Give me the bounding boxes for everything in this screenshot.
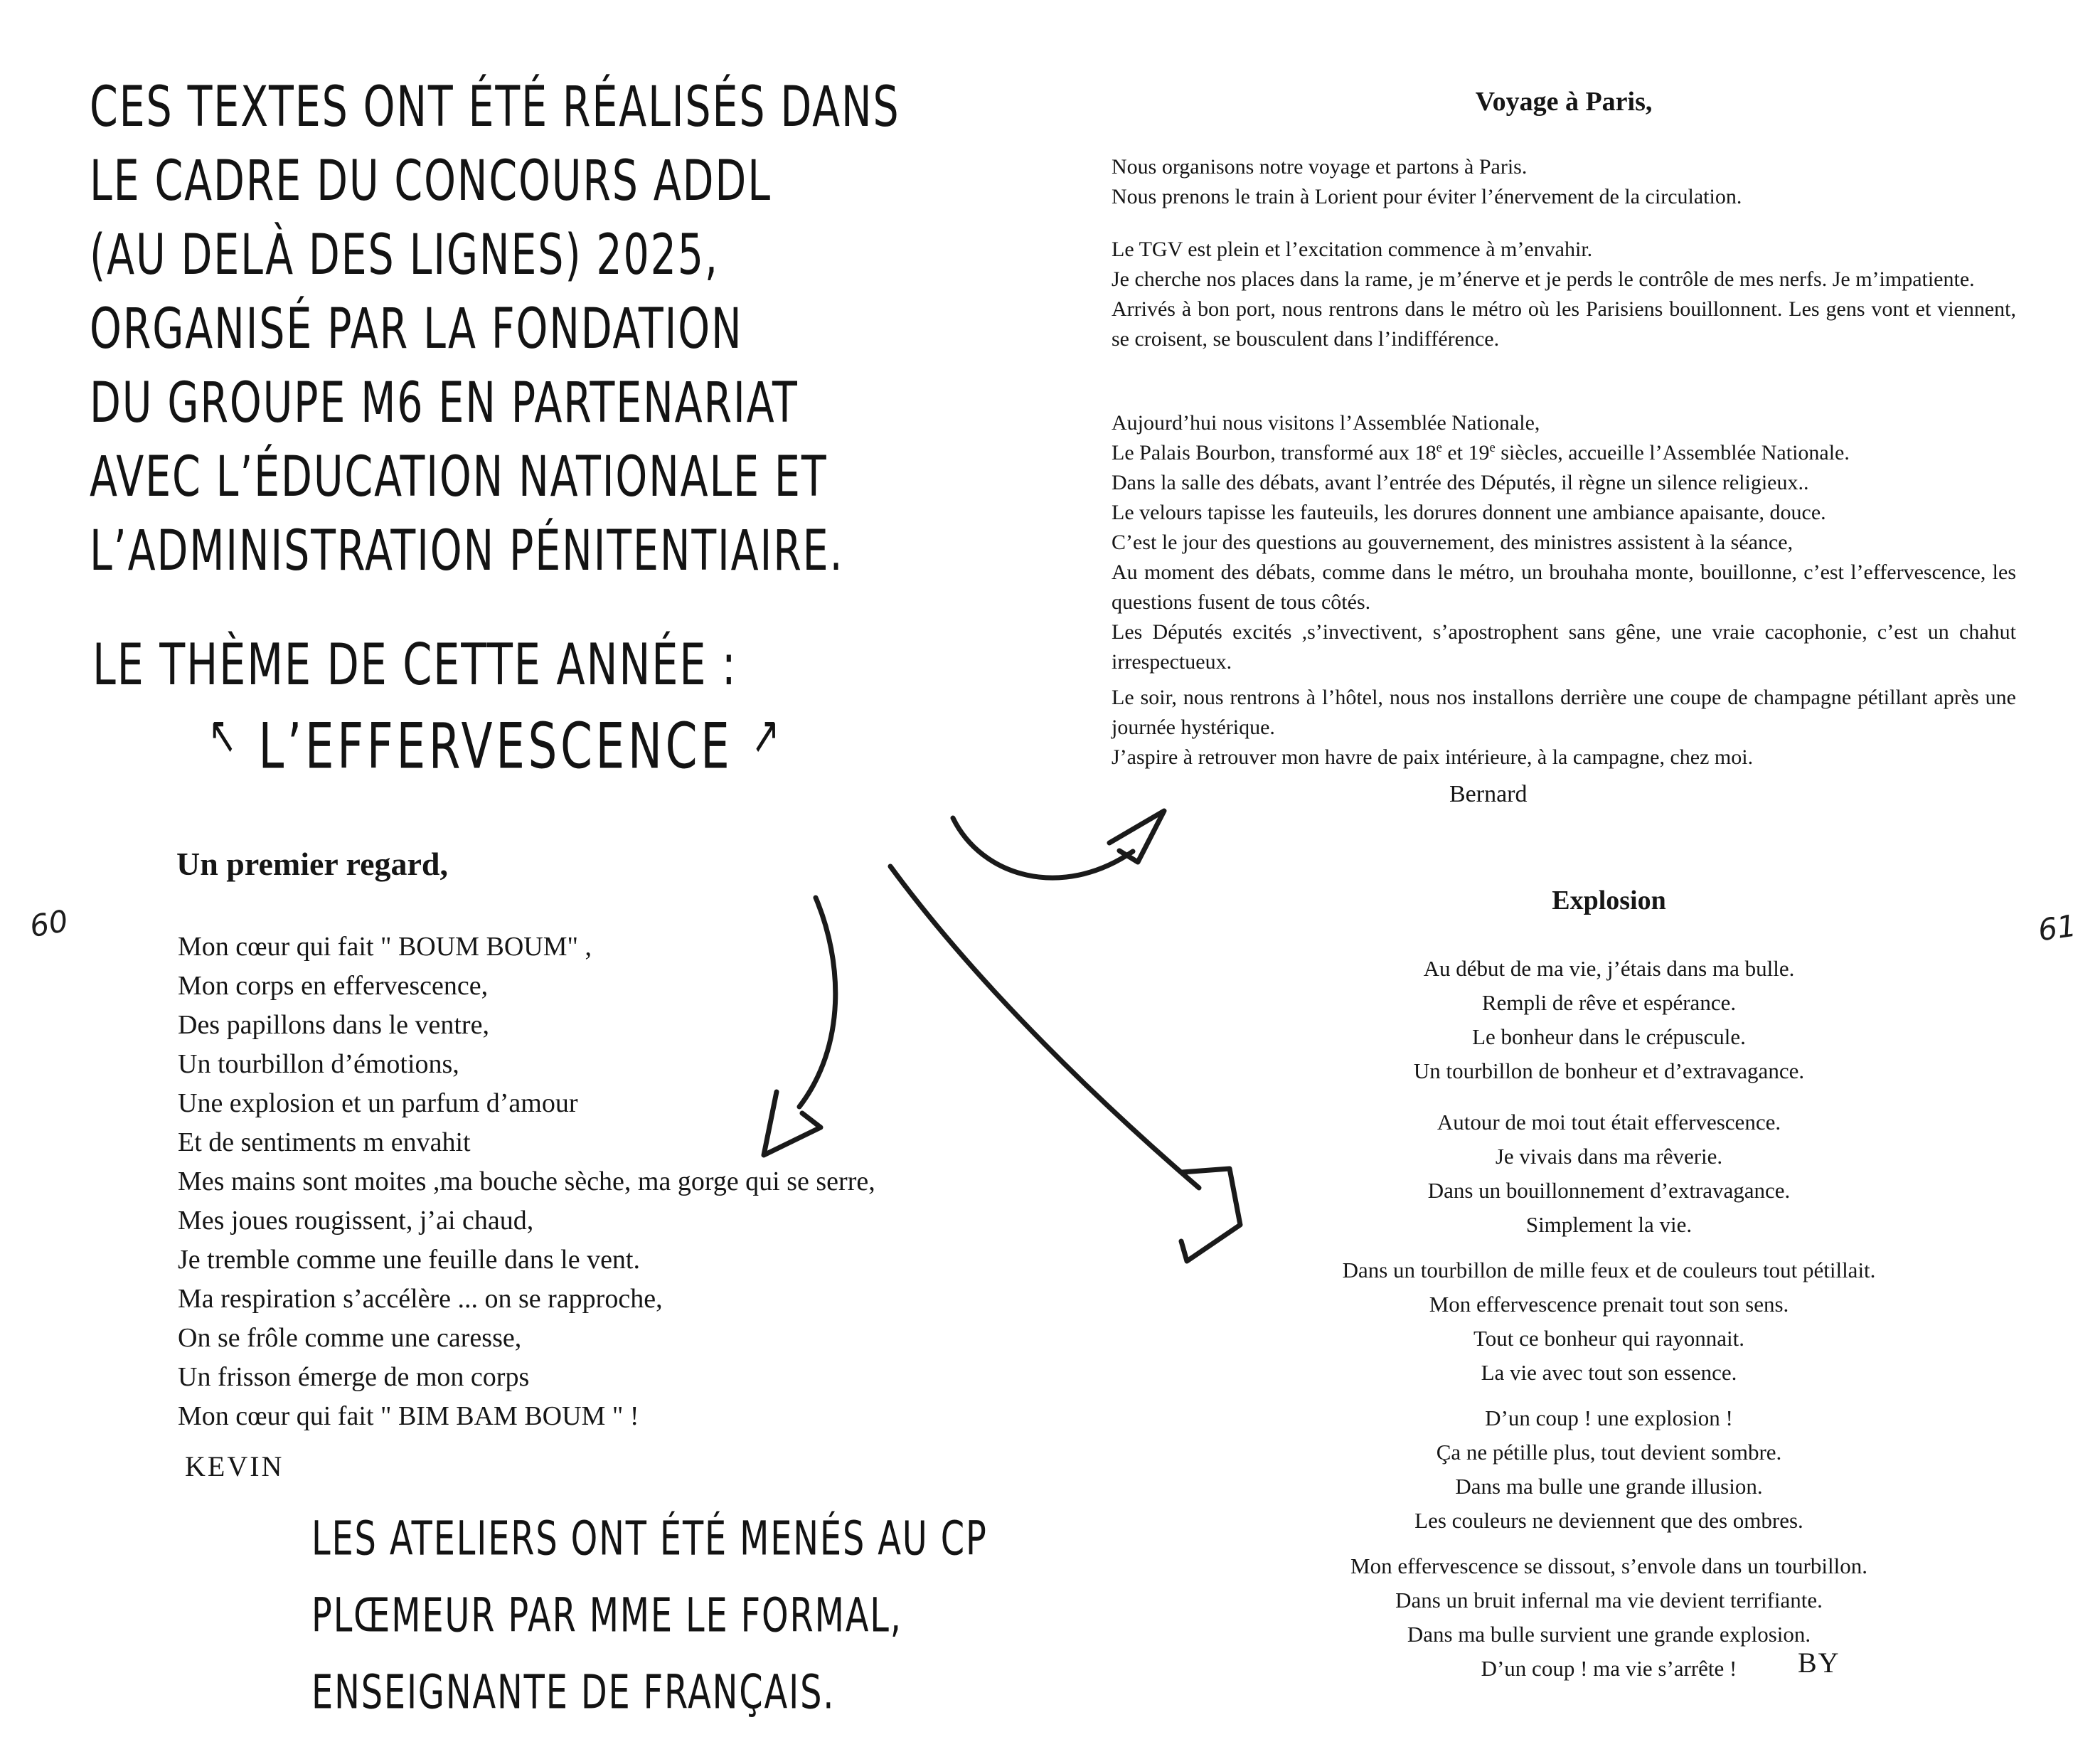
hand-arrow-to-voyage-icon	[953, 811, 1164, 878]
poem-line: Les Députés excités ,s’invectivent, s’apostrophent sans gêne, une vraie cacophonie, c’est un chahut irrespectueux.	[1112, 620, 2016, 674]
voyage-paragraph-1	[1112, 152, 2016, 212]
poem-line: Nous organisons notre voyage et partons à Paris.	[1112, 155, 1528, 179]
intro-line: ORGANISÉ PAR LA FONDATION	[90, 295, 743, 361]
page-number-61: 61	[2035, 908, 2079, 948]
poem-line: Mes mains sont moites ,ma bouche sèche, ma gorge qui se serre,	[178, 1167, 875, 1196]
poem-line: Aujourd’hui nous visitons l’Assemblée Nationale,	[1112, 411, 1540, 435]
voyage-paragraph-4	[1112, 683, 2016, 772]
poem-line: Au moment des débats, comme dans le métro, un brouhaha monte, bouillonne, c’est l’effervescence, les questions fusent de tous côtés.	[1112, 560, 2016, 614]
poem-line: Dans un bouillonnement d’extravagance.	[1427, 1178, 1791, 1203]
poem-line: Dans un tourbillon de mille feux et de couleurs tout pétillait.	[1342, 1258, 1876, 1282]
poem-title-explosion: Explosion	[1552, 886, 1666, 915]
intro-line: AVEC L’ÉDUCATION NATIONALE ET	[90, 443, 828, 509]
explosion-stanza-4	[1195, 1401, 2023, 1538]
poem-line: Ma respiration s’accélère ... on se rapproche,	[178, 1284, 663, 1314]
workshop-note	[311, 1511, 1046, 1741]
poem-line: Tout ce bonheur qui rayonnait.	[1473, 1326, 1744, 1351]
poem-line: D’un coup ! une explosion !	[1485, 1406, 1733, 1430]
poem-line: Une explosion et un parfum d’amour	[178, 1088, 578, 1118]
poem-author-by: BY	[1798, 1647, 1840, 1679]
explosion-stanza-5	[1195, 1549, 2023, 1686]
poem-line: Un frisson émerge de mon corps	[178, 1362, 530, 1392]
intro-line: CES TEXTES ONT ÉTÉ RÉALISÉS DANS	[90, 73, 900, 139]
poem-line: Rempli de rêve et espérance.	[1481, 990, 1737, 1015]
poem-line: Le bonheur dans le crépuscule.	[1472, 1024, 1746, 1049]
poem-line: J’aspire à retrouver mon havre de paix intérieure, à la campagne, chez moi.	[1112, 745, 1754, 769]
poem-line: La vie avec tout son essence.	[1481, 1360, 1737, 1385]
intro-line: DU GROUPE M6 EN PARTENARIAT	[90, 369, 799, 435]
explosion-stanza-3	[1195, 1253, 2023, 1390]
intro-line: L’ADMINISTRATION PÉNITENTIAIRE.	[90, 517, 844, 583]
poem-line: Un tourbillon de bonheur et d’extravagance.	[1413, 1058, 1805, 1083]
poem-line: Et de sentiments m envahit	[178, 1127, 471, 1157]
theme-word-row	[208, 703, 833, 783]
voyage-paragraph-3	[1112, 408, 2016, 677]
poem-line: Mon corps en effervescence,	[178, 971, 489, 1001]
theme-heading: LE THÈME DE CETTE ANNÉE :	[92, 632, 737, 698]
poem-title-un-premier-regard: Un premier regard,	[176, 846, 448, 882]
poem-un-premier-regard	[178, 928, 875, 1436]
hand-arrow-to-explosion-icon	[890, 866, 1240, 1261]
poem-line: On se frôle comme une caresse,	[178, 1323, 522, 1353]
poem-line: D’un coup ! ma vie s’arrête !	[1481, 1656, 1737, 1681]
poem-line: Mes joues rougissent, j’ai chaud,	[178, 1206, 534, 1236]
quote-arrow-right-icon: ↗	[751, 703, 783, 767]
poem-line: Dans ma bulle survient une grande explosion.	[1407, 1622, 1811, 1647]
explosion-stanza-1	[1195, 952, 2023, 1088]
poem-line: Mon effervescence prenait tout son sens.	[1429, 1292, 1789, 1317]
poem-line: Mon effervescence se dissout, s’envole dans un tourbillon.	[1350, 1553, 1867, 1578]
theme-word: L’EFFERVESCENCE	[258, 709, 733, 783]
poem-author-bernard: Bernard	[1449, 781, 1528, 807]
poem-line-palais-bourbon: Le Palais Bourbon, transformé aux 18e et 19e siècles, accueille l’Assemblée Nationale.	[1112, 440, 1850, 464]
poem-line: Le soir, nous rentrons à l’hôtel, nous nos installons derrière une coupe de champagne pétillant après une journée hystérique.	[1112, 686, 2016, 739]
workshop-note-line: LES ATELIERS ONT ÉTÉ MENÉS AU CP	[311, 1512, 988, 1566]
superscript-e: e	[1489, 440, 1496, 455]
poem-line: Mon cœur qui fait " BOUM BOUM" ,	[178, 932, 592, 962]
poem-line: Je vivais dans ma rêverie.	[1495, 1144, 1723, 1169]
poem-line: Au début de ma vie, j’étais dans ma bulle.	[1423, 956, 1795, 981]
poem-line: Simplement la vie.	[1525, 1212, 1693, 1237]
intro-line: (AU DELÀ DES LIGNES) 2025,	[90, 221, 719, 287]
poem-line: Je tremble comme une feuille dans le vent.	[178, 1245, 640, 1275]
poem-line: Un tourbillon d’émotions,	[178, 1049, 459, 1079]
poem-line: Le velours tapisse les fauteuils, les dorures donnent une ambiance apaisante, douce.	[1112, 501, 1826, 524]
quote-arrow-left-icon: ↖	[208, 703, 240, 767]
page-number-60: 60	[27, 903, 71, 945]
workshop-note-line: PLŒMEUR PAR MME LE FORMAL,	[311, 1589, 902, 1643]
poem-line: Je cherche nos places dans la rame, je m’énerve et je perds le contrôle de mes nerfs. Je m’impatiente.	[1112, 267, 1975, 291]
poem-line: Autour de moi tout était effervescence.	[1437, 1110, 1781, 1135]
poem-line: Dans ma bulle une grande illusion.	[1455, 1474, 1763, 1499]
poem-line: Le TGV est plein et l’excitation commence à m’envahir.	[1112, 238, 1593, 261]
poem-line: Ça ne pétille plus, tout devient sombre.	[1436, 1440, 1782, 1465]
poem-line: Nous prenons le train à Lorient pour éviter l’énervement de la circulation.	[1112, 185, 1742, 208]
explosion-stanza-2	[1195, 1105, 2023, 1242]
poem-line: Des papillons dans le ventre,	[178, 1010, 489, 1040]
poem-line: C’est le jour des questions au gouvernement, des ministres assistent à la séance,	[1112, 531, 1793, 554]
poem-line: Les couleurs ne deviennent que des ombres.	[1414, 1508, 1803, 1533]
intro-note	[90, 73, 971, 597]
poem-title-voyage-a-paris: Voyage à Paris,	[1475, 87, 1653, 117]
poem-line: Arrivés à bon port, nous rentrons dans le métro où les Parisiens bouillonnent. Les gens vont et viennent, se croisent, se bousculent dans l’indifférence.	[1112, 297, 2016, 351]
superscript-e: e	[1436, 440, 1442, 455]
voyage-paragraph-2	[1112, 235, 2016, 354]
poem-line: Dans la salle des débats, avant l’entrée des Députés, il règne un silence religieux..	[1112, 471, 1809, 494]
poem-line: Dans un bruit infernal ma vie devient terrifiante.	[1395, 1588, 1823, 1612]
poem-author-kevin: KEVIN	[185, 1450, 284, 1482]
workshop-note-line: ENSEIGNANTE DE FRANÇAIS.	[311, 1666, 836, 1720]
intro-line: LE CADRE DU CONCOURS ADDL	[90, 147, 772, 213]
poem-line: Mon cœur qui fait " BIM BAM BOUM " !	[178, 1401, 639, 1431]
